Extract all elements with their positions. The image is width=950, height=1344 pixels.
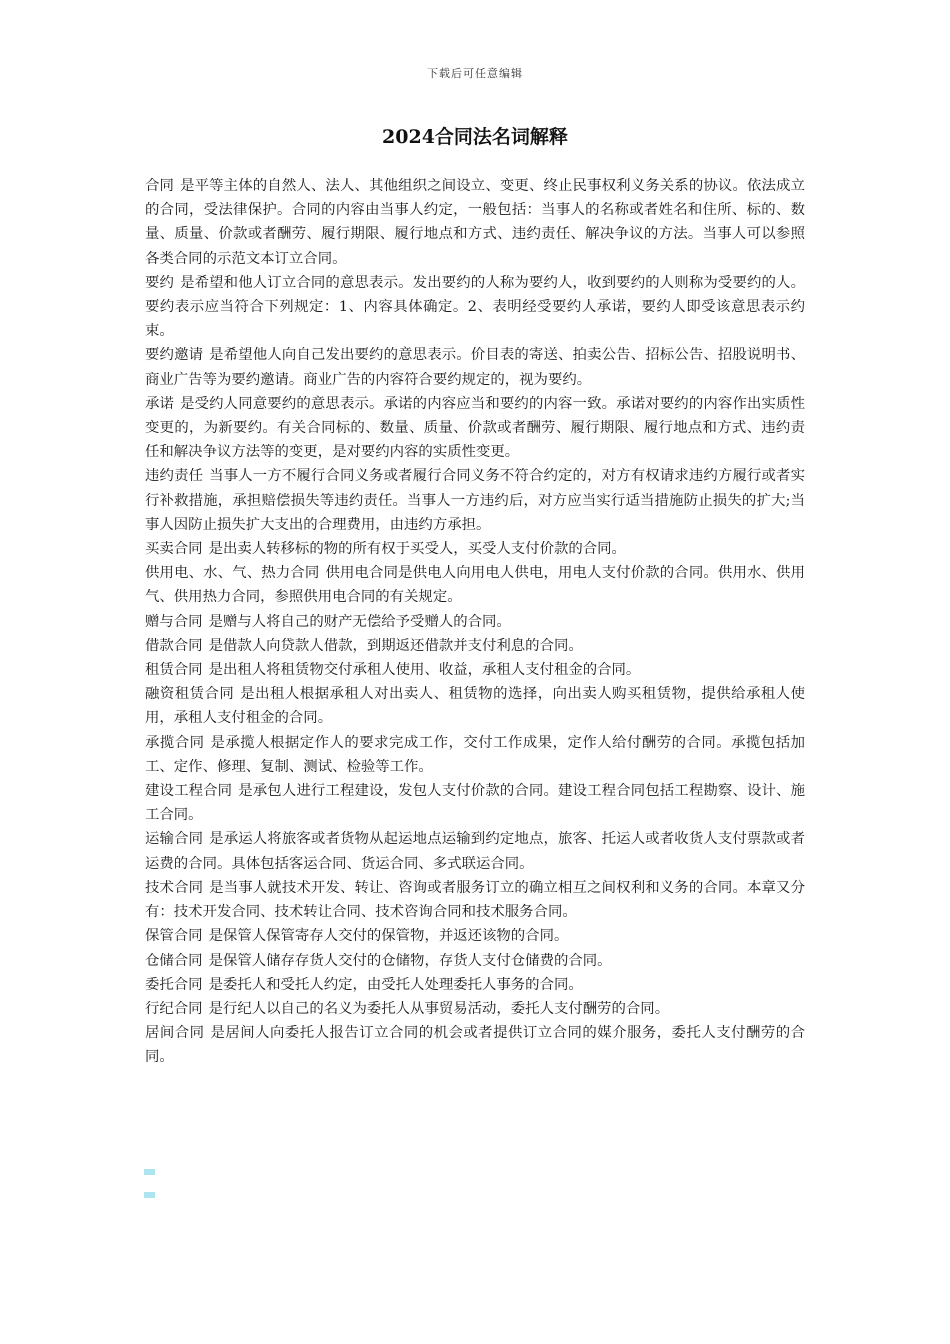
definition-entry [145, 658, 805, 682]
definition-entry [145, 464, 805, 537]
entry-text: 是委托人和受托人约定，由受托人处理委托人事务的合同。 [208, 976, 583, 993]
definition-entry [145, 174, 805, 271]
entry-text: 是行纪人以自己的名义为委托人从事贸易活动，委托人支付酬劳的合同。 [208, 1000, 670, 1017]
entry-term: 租赁合同 [145, 662, 203, 679]
document-title: 2024合同法名词解释 [382, 126, 568, 148]
entry-text: 是承包人进行工程建设，发包人支付价款的合同。建设工程合同包括工程勘察、设计、施工合同。 [145, 783, 805, 824]
entry-term: 供用电、水、气、热力合同 [145, 565, 320, 582]
definition-entry [145, 392, 805, 465]
entry-term: 居间合同 [145, 1025, 205, 1042]
entry-term: 运输合同 [145, 831, 204, 848]
entry-term: 行纪合同 [145, 1000, 203, 1017]
entry-term: 合同 [145, 178, 175, 194]
definition-entry [145, 634, 805, 658]
paragraph-marker [144, 1192, 155, 1198]
definition-entry [145, 561, 805, 609]
definition-entry [145, 949, 805, 973]
entry-text: 是受约人同意要约的意思表示。承诺的内容应当和要约的内容一致。承诺对要约的内容作出实质性变更的，为新要约。有关合同标的、数量、质量、价款或者酬劳、履行期限、履行地点和方式、违约责任和解决争议方法等的变更，是对要约内容的实质性变更。 [145, 395, 805, 461]
entry-text: 是出卖人转移标的物的所有权于买受人，买受人支付价款的合同。 [208, 541, 626, 558]
definition-entry [145, 973, 805, 997]
entry-term: 技术合同 [145, 879, 204, 896]
definition-entry [145, 827, 805, 875]
definition-entry [145, 997, 805, 1021]
entry-text: 是保管人储存存货人交付的仓储物，存货人支付仓储费的合同。 [208, 952, 612, 969]
header-note: 下载后可任意编辑 [427, 67, 523, 80]
definition-entry [145, 610, 805, 634]
entry-text: 当事人一方不履行合同义务或者履行合同义务不符合约定的，对方有权请求违约方履行或者实行补救措施，承担赔偿损失等违约责任。当事人一方违约后，对方应当实行适当措施防止损失的扩大;当事人因防止损失扩大支出的合理费用，由违约方承担。 [145, 468, 805, 533]
entry-text: 是保管人保管寄存人交付的保管物，并返还该物的合同。 [208, 928, 569, 945]
entry-term: 承诺 [145, 395, 175, 412]
entry-term: 要约邀请 [145, 347, 204, 364]
entry-text: 是出租人根据承租人对出卖人、租赁物的选择，向出卖人购买租赁物，提供给承租人使用，承租人支付租金的合同。 [145, 686, 805, 727]
entry-term: 建设工程合同 [145, 783, 233, 800]
definition-entry [145, 924, 805, 948]
entry-text: 是当事人就技术开发、转让、咨询或者服务订立的确立相互之间权利和义务的合同。本章又分有：技术开发合同、技术转让合同、技术咨询合同和技术服务合同。 [145, 879, 805, 921]
entry-term: 借款合同 [145, 637, 203, 654]
entry-text: 是赠与人将自己的财产无偿给予受赠人的合同。 [208, 613, 511, 630]
definition-entry [145, 682, 805, 730]
definition-entry [145, 343, 805, 391]
entry-term: 要约 [145, 274, 175, 291]
entry-text: 是希望他人向自己发出要约的意思表示。价目表的寄送、拍卖公告、招标公告、招股说明书、商业广告等为要约邀请。商业广告的内容符合要约规定的，视为要约。 [145, 347, 805, 388]
definition-entry [145, 1021, 805, 1069]
definition-entry [145, 876, 805, 924]
entry-text: 是承揽人根据定作人的要求完成工作，交付工作成果，定作人给付酬劳的合同。承揽包括加工、定作、修理、复制、测试、检验等工作。 [145, 734, 805, 775]
entry-term: 赠与合同 [145, 613, 203, 630]
definition-entry [145, 731, 805, 779]
entry-term: 承揽合同 [145, 734, 205, 751]
entry-text: 是承运人将旅客或者货物从起运地点运输到约定地点，旅客、托运人或者收货人支付票款或者运费的合同。具体包括客运合同、货运合同、多式联运合同。 [145, 831, 805, 872]
entry-term: 违约责任 [145, 468, 204, 485]
document-body [145, 174, 805, 1070]
entry-term: 融资租赁合同 [145, 686, 235, 703]
entry-term: 保管合同 [145, 928, 203, 945]
entry-text: 供用电合同是供电人向用电人供电，用电人支付价款的合同。供用水、供用气、供用热力合同，参照供用电合同的有关规定。 [145, 565, 805, 606]
paragraph-marker [144, 1169, 155, 1175]
definition-entry [145, 779, 805, 827]
entry-term: 仓储合同 [145, 952, 203, 969]
entry-text: 是出租人将租赁物交付承租人使用、收益，承租人支付租金的合同。 [208, 662, 641, 679]
entry-term: 买卖合同 [145, 541, 203, 558]
definition-entry [145, 537, 805, 561]
entry-text: 是借款人向贷款人借款，到期返还借款并支付利息的合同。 [208, 637, 583, 654]
entry-text: 是居间人向委托人报告订立合同的机会或者提供订立合同的媒介服务，委托人支付酬劳的合同。 [145, 1025, 805, 1066]
definition-entry [145, 271, 805, 344]
entry-text: 是希望和他人订立合同的意思表示。发出要约的人称为要约人，收到要约的人则称为受要约的人。要约表示应当符合下列规定：1、内容具体确定。2、表明经受要约人承诺，要约人即受该意思表示约束。 [145, 274, 805, 340]
entry-text: 是平等主体的自然人、法人、其他组织之间设立、变更、终止民事权利义务关系的协议。依法成立的合同，受法律保护。合同的内容由当事人约定，一般包括：当事人的名称或者姓名和住所、标的、数量、质量、价款或者酬劳、履行期限、履行地点和方式、违约责任、解决争议的方法。当事人可以参照各类合同的示范文本订立合同。 [145, 178, 805, 267]
entry-term: 委托合同 [145, 976, 203, 993]
